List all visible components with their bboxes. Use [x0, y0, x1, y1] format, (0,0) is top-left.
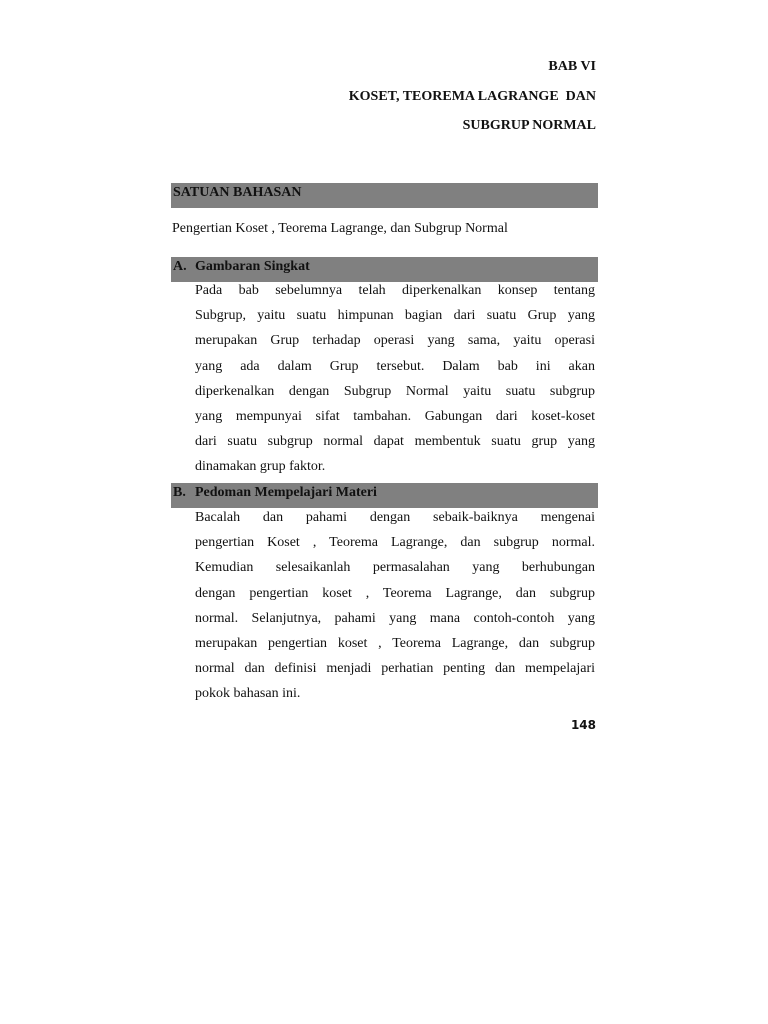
satuan-bahasan-heading-text: SATUAN BAHASAN [173, 185, 302, 200]
section-b-line: normal. Selanjutnya, pahami yang mana contoh-contoh yang [195, 610, 595, 626]
section-b-line: pengertian Koset , Teorema Lagrange, dan subgrup normal. [195, 535, 595, 551]
section-b-heading [171, 483, 598, 508]
satuan-bahasan-heading [171, 183, 598, 208]
section-a-heading [171, 257, 598, 282]
section-a-line: diperkenalkan dengan Subgrup Normal yaitu suatu subgrup [195, 383, 595, 399]
section-a-line: Pada bab sebelumnya telah diperkenalkan konsep tentang [195, 283, 595, 298]
section-b-line: dengan pengertian koset , Teorema Lagrange, dan subgrup [195, 585, 595, 601]
section-a-line: Subgrup, yaitu suatu himpunan bagian dari suatu Grup yang [195, 308, 595, 324]
section-a-heading-text: Gambaran Singkat [195, 259, 310, 274]
section-a-line: yang mempunyai sifat tambahan. Gabungan dari koset-koset [195, 408, 595, 424]
section-b-line: Kemudian selesaikanlah permasalahan yang berhubungan [195, 560, 595, 576]
section-a-letter: A. [173, 259, 187, 274]
chapter-number: BAB VI [548, 59, 596, 74]
section-b-heading-text: Pedoman Mempelajari Materi [195, 485, 377, 500]
section-b-line: Bacalah dan pahami dengan sebaik-baiknya mengenai [195, 510, 595, 525]
chapter-title-line-2: SUBGRUP NORMAL [462, 118, 596, 133]
section-a-paragraph [195, 282, 595, 484]
page-number: 148 [570, 718, 596, 732]
satuan-bahasan-text: Pengertian Koset , Teorema Lagrange, dan Subgrup Normal [172, 221, 508, 236]
section-a-line: dinamakan grup faktor. [195, 459, 326, 475]
section-b-line: pokok bahasan ini. [195, 686, 301, 702]
chapter-title-line-1: KOSET, TEOREMA LAGRANGE DAN [348, 89, 596, 104]
section-b-letter: B. [173, 485, 186, 500]
section-a-line: yang ada dalam Grup tersebut. Dalam bab ini akan [195, 358, 595, 374]
section-b-paragraph [195, 509, 595, 711]
section-b-line: merupakan pengertian koset , Teorema Lagrange, dan subgrup [195, 635, 595, 651]
section-a-line: dari suatu subgrup normal dapat membentuk suatu grup yang [195, 434, 595, 450]
section-b-line: normal dan definisi menjadi perhatian penting dan mempelajari [195, 661, 595, 677]
section-a-line: merupakan Grup terhadap operasi yang sama, yaitu operasi [195, 333, 595, 349]
